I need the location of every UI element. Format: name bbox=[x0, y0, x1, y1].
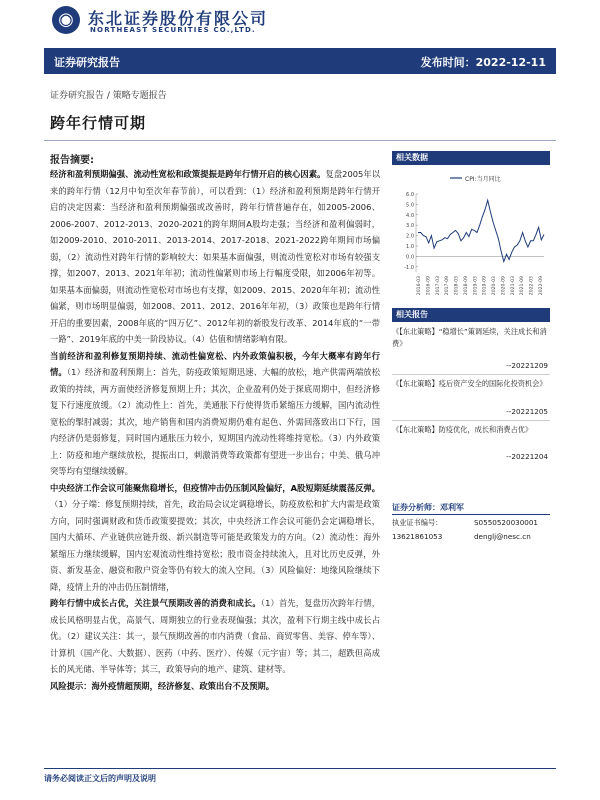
breadcrumb: 证券研究报告 / 策略专题报告 bbox=[50, 91, 167, 101]
x-tick-label: 2016-09 bbox=[426, 276, 432, 296]
paragraph-2-text: （1）经济和盈利预期上：首先，防疫政策短期迅速、大幅的放松，地产供需两端放松政策的持续，两方面使经济修复预期上升；其次，企业盈利仍处于探底周期中，但经济修复下行速度放缓。（2）流动性上：首先，美通胀下行使得货币紧缩压力缓解，国内流动性宽松的掣肘减弱；其次，地产销售和国内消费短期仍难有起色、外需回落致出口下行，国内经济仍是弱修复，同时国内通胀压力较小，短期国内流动性将维持宽松。（3）内外政策上：防疫和地产继续放松，提振出口，刺激消费等政策都有望进一步出台；中美、俄乌冲突等均有望继续缓解。 bbox=[50, 367, 380, 476]
x-tick-label: 2019-03 bbox=[473, 276, 479, 296]
analyst-cert bbox=[392, 518, 539, 528]
y-tick-label: 4.0 bbox=[406, 212, 414, 219]
risk-warning-text: 风险提示：海外疫情超预期，经济修复、政策出台不及预期。 bbox=[50, 680, 275, 691]
related-report-1[interactable]: 《【东北策略】“稳增长”策调延续，关注成长和消费》 bbox=[392, 327, 547, 348]
x-tick-label: 2022-09 bbox=[539, 276, 544, 296]
paragraph-3 bbox=[50, 480, 380, 596]
paragraph-4-lead: 跨年行情中成长占优，关注景气预期改善的消费和成长。 bbox=[50, 598, 261, 608]
y-tick-label: 5.0 bbox=[406, 202, 414, 209]
related-report-3[interactable]: 《【东北策略】防疫优化，成长和消费占优》 bbox=[392, 425, 533, 434]
analyst-label: 证券分析师：邓利军 bbox=[392, 503, 464, 512]
x-tick-label: 2017-09 bbox=[445, 276, 451, 296]
x-tick-label: 2018-03 bbox=[454, 276, 460, 296]
analyst-cert-key: 执业证书编号： bbox=[392, 518, 443, 527]
related-divider bbox=[392, 420, 550, 421]
x-tick-label: 2017-03 bbox=[435, 276, 441, 296]
title-divider bbox=[44, 140, 556, 141]
x-tick-label: 2021-03 bbox=[510, 276, 516, 296]
summary-body bbox=[50, 166, 380, 694]
publish-date: 发布时间：2022-12-11 bbox=[420, 56, 546, 69]
y-tick-label: -1.0 bbox=[404, 264, 414, 271]
report-banner bbox=[44, 48, 556, 74]
y-tick-label: 6.0 bbox=[406, 192, 414, 198]
cpi-series-line bbox=[418, 200, 544, 261]
paragraph-3-lead: 中央经济工作会议可能聚焦稳增长，但疫情冲击仍压制风险偏好，A股短期延续震荡反弹。 bbox=[50, 482, 381, 493]
paragraph-2 bbox=[50, 348, 380, 480]
analyst-phone: 13621861053 bbox=[392, 532, 443, 541]
analyst-email[interactable]: denglj@nesc.cn bbox=[474, 532, 531, 541]
y-tick-label: 3.0 bbox=[406, 223, 414, 230]
page-title: 跨年行情可期 bbox=[50, 114, 147, 132]
x-tick-label: 2020-03 bbox=[492, 276, 498, 296]
paragraph-1-text: 复盘2005年以来的跨年行情（12月中旬至次年春节前），可以看到：（1）经济和盈利预期是跨年行情开启的决定因素：当经济和盈利预期偏强或改善时，跨年行情普遍存在，如2005-2006、2006-2007、2012-2013、2020-2021的跨年期间A股均走强；当经济和盈利偏弱时，如2009-2010、2010-2011、2013-2014、2017-2018、2021-2022跨年期间市场偏弱，（2）流动性对跨年行情的影响较大：如果基本面偏强，则流动性宽松对市场有较强支撑，如2007、2013、2021年年初；流动性偏紧则市场上行幅度受限，如2006年初等。如果基本面偏弱，则流动性宽松对市场也有支撑，如2009、2015、2020年年初；流动性偏紧，则市场明显偏弱，如2008、2011、2012、2016年年初，（3）政策也是跨年行情开启的重要因素，2008年底的“四万亿”、2012年初的新股发行改革、2014年底的“一带一路”、2019年底的中美一阶段协议。（4）估值和情绪影响有限。 bbox=[50, 169, 380, 344]
footer-divider bbox=[44, 768, 556, 769]
x-tick-label: 2020-09 bbox=[501, 276, 507, 296]
report-type-label: 证券研究报告 bbox=[54, 56, 120, 69]
paragraph-4-text: （1）首先，复盘历次跨年行情，成长风格明显占优，高景气、周期独立的行业表现偏强；其次，盈利下行期主线中成长占优。（2）建议关注：其一，景气预期改善的市内消费（食品、商贸零售、美容、停车等）、计算机（国产化、大数据）、医药（中药、医疗）、传媒（元宇宙）等；其二，超跌但高成长的风光储、半导体等；其三，政策导向的地产、建筑、建材等。 bbox=[50, 598, 380, 674]
x-tick-label: 2016-03 bbox=[417, 276, 422, 296]
paragraph-1-lead: 经济和盈利预期偏强、流动性宽松和政策提振是跨年行情开启的核心因素。 bbox=[50, 169, 326, 179]
analyst-contact bbox=[392, 532, 531, 541]
analyst-divider bbox=[392, 514, 550, 515]
analyst-cert-value: S0550520030001 bbox=[474, 518, 539, 527]
y-tick-label: 2.0 bbox=[406, 233, 414, 240]
related-divider bbox=[392, 374, 550, 375]
paragraph-4 bbox=[50, 595, 380, 678]
related-report-2-date: --20221205 bbox=[506, 407, 548, 416]
footer-disclaimer[interactable]: 请务必阅读正文后的声明及说明 bbox=[44, 774, 156, 783]
cpi-chart bbox=[392, 168, 550, 316]
x-tick-label: 2022-03 bbox=[529, 276, 535, 296]
risk-warning bbox=[50, 678, 380, 695]
paragraph-2-lead: 当前经济和盈利修复预期持续、流动性偏宽松、内外政策偏积极，今年大概率有跨年行情。 bbox=[50, 350, 380, 377]
x-tick-label: 2018-09 bbox=[463, 276, 469, 296]
company-name-en: NORTHEAST SECURITIES CO.,LTD. bbox=[90, 26, 256, 34]
related-report-1-date: --20221209 bbox=[506, 361, 548, 370]
summary-label: 报告摘要: bbox=[50, 155, 94, 166]
related-report-3-date: --20221204 bbox=[506, 452, 548, 461]
paragraph-3-text: （1）分子端：修复预期持续，首先，政治局会议定调稳增长，防疫放松和扩大内需是政策方向，同时强调财政和货币政策要提效；其次，中央经济工作会议可能仍会定调稳增长，国内大循环、产业链供应链升级、新兴制造等可能是政策发力的方向。（2）流动性：海外紧缩压力继续缓解，国内宏观流动性维持宽松；股市资金持续流入，且对比历史反弹，外资、新发基金、融资和散户资金等仍有较大的流入空间。（3）风险偏好：地缘风险继续下降，疫情上升的冲击仍压制情绪， bbox=[50, 499, 380, 592]
x-tick-label: 2021-09 bbox=[520, 276, 526, 296]
related-report-2[interactable]: 《【东北策略】疫后资产安全的国际化投资机会》 bbox=[392, 379, 547, 388]
paragraph-1 bbox=[50, 166, 380, 348]
y-tick-label: 0.0 bbox=[406, 254, 414, 261]
company-logo-icon: ◉ bbox=[52, 6, 80, 34]
y-tick-label: 1.0 bbox=[406, 244, 414, 250]
x-tick-label: 2019-09 bbox=[482, 276, 488, 296]
cpi-chart-svg bbox=[392, 168, 550, 316]
related-data-heading: 相关数据 bbox=[392, 151, 550, 165]
related-reports-heading: 相关报告 bbox=[392, 308, 550, 322]
legend-label: CPI:当月同比 bbox=[465, 176, 501, 183]
company-name-cn: 东北证券股份有限公司 bbox=[88, 9, 269, 28]
